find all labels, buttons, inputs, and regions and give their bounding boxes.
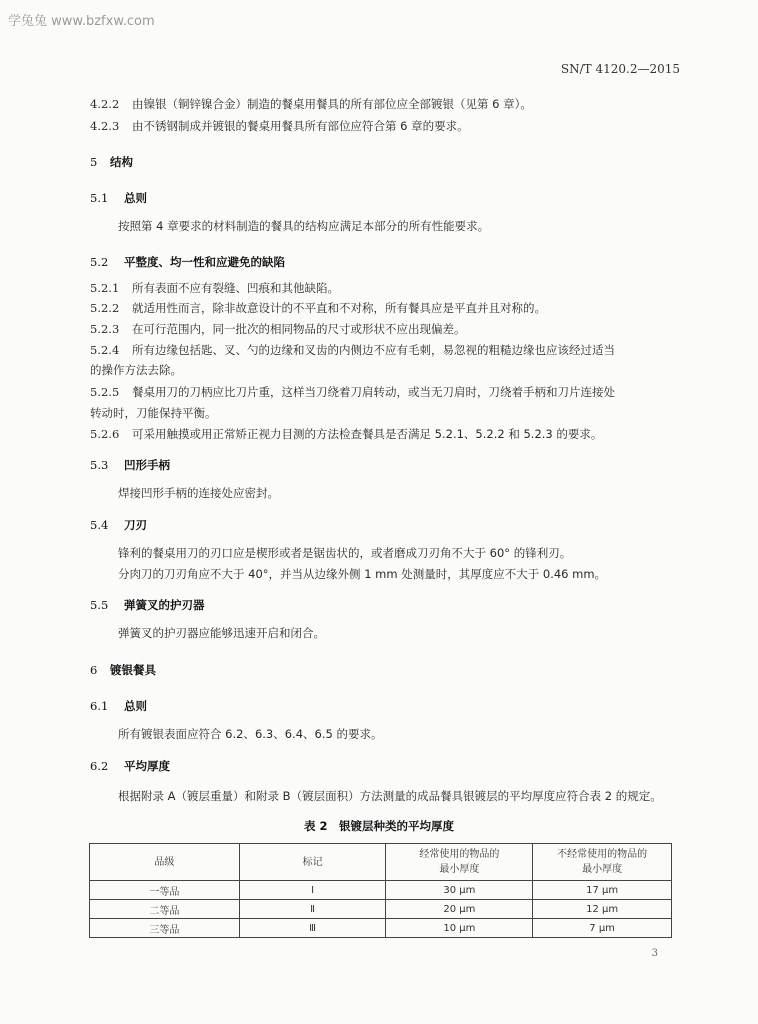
table-caption: 表 2 银镀层种类的平均厚度: [303, 819, 454, 833]
clause-text: 分肉刀的刀刃角应不大于 40°，并当从边缘外侧 1 mm 处测量时，其厚度应不大于 0.46 mm。: [118, 567, 607, 581]
clause-text: 总则: [124, 191, 147, 205]
clause-text: 转动时，刀能保持平衡。: [90, 406, 217, 420]
header-grade: 品级: [90, 844, 240, 881]
clause-line-c525b: [90, 405, 217, 422]
clause-line-p54b: [118, 566, 606, 583]
clause-line-c524b: [90, 362, 182, 379]
clause-text: 的操作方法去除。: [90, 363, 182, 377]
cell-mark: Ⅰ: [239, 881, 386, 900]
clause-text: 总则: [124, 699, 147, 713]
clause-text: 在可行范围内，同一批次的相同物品的尺寸或形状不应出现偏差。: [132, 322, 466, 336]
clause-number: 5.2.3: [90, 322, 120, 336]
clause-text: 按照第 4 章要求的材料制造的餐具的结构应满足本部分的所有性能要求。: [118, 219, 490, 233]
thickness-table: [89, 843, 672, 938]
section-heading-s5: [90, 154, 133, 170]
table-header-row: [90, 844, 672, 881]
clause-line-c526: [90, 426, 602, 443]
clause-number: 5.2.5: [90, 385, 120, 399]
clause-text: 结构: [110, 155, 133, 169]
header-mark: 标记: [239, 844, 386, 881]
clause-text: 根据附录 A（镀层重量）和附录 B（镀层面积）方法测量的成品餐具银镀层的平均厚度应符合表 2 的规定。: [118, 789, 662, 803]
clause-text: 可采用触摸或用正常矫正视力目测的方法检查餐具是否满足 5.2.1、5.2.2 和 5.2.3 的要求。: [132, 427, 603, 441]
cell-frequent: 30 μm: [386, 881, 533, 900]
clause-line-c521: [90, 280, 339, 297]
clause-text: 餐桌用刀的刀柄应比刀片重，这样当刀绕着刀肩转动，或当无刀肩时，刀绕着手柄和刀片连接处: [132, 385, 615, 399]
section-heading-s53: [90, 457, 170, 473]
section-heading-s51: [90, 190, 147, 206]
clause-number: 6: [90, 663, 98, 677]
section-heading-s52: [90, 254, 285, 270]
table-row: [90, 919, 672, 938]
clause-number: 5.2: [90, 255, 109, 269]
clause-text: 由不锈钢制成并镀银的餐桌用餐具所有部位应符合第 6 章的要求。: [132, 119, 469, 133]
section-heading-s55: [90, 597, 205, 613]
page-number: 3: [651, 948, 658, 959]
clause-line-p51: [118, 218, 489, 235]
clause-line-p53: [118, 485, 279, 502]
clause-text: 平均厚度: [124, 759, 170, 773]
clause-number: 5.5: [90, 598, 109, 612]
cell-grade: 二等品: [90, 900, 240, 919]
clause-text: 刀刃: [124, 518, 147, 532]
cell-grade: 三等品: [90, 919, 240, 938]
clause-line-p62: [118, 788, 662, 805]
clause-number: 5.1: [90, 191, 109, 205]
clause-number: 5.2.1: [90, 281, 120, 295]
header-infrequent-min-thickness: 不经常使用的物品的 最小厚度: [533, 844, 672, 881]
clause-text: 锋利的餐桌用刀的刃口应是楔形或者是锯齿状的，或者磨成刀刃角不大于 60° 的锋利刃。: [118, 546, 572, 560]
section-heading-s61: [90, 698, 147, 714]
cell-frequent: 20 μm: [386, 900, 533, 919]
clause-text: 就适用性而言，除非故意设计的不平直和不对称，所有餐具应是平直并且对称的。: [132, 301, 546, 315]
clause-number: 5.4: [90, 518, 109, 532]
clause-number: 5: [90, 155, 98, 169]
table-row: [90, 900, 672, 919]
clause-number: 6.2: [90, 759, 109, 773]
clause-number: 5.2.2: [90, 301, 120, 315]
cell-infrequent: 7 μm: [533, 919, 672, 938]
clause-line-c522: [90, 300, 546, 317]
clause-line-p54a: [118, 545, 571, 562]
section-heading-s6: [90, 662, 156, 678]
clause-number: 5.3: [90, 458, 109, 472]
clause-text: 弹簧叉的护刃器应能够迅速开启和闭合。: [118, 626, 325, 640]
cell-grade: 一等品: [90, 881, 240, 900]
clause-text: 平整度、均一性和应避免的缺陷: [124, 255, 285, 269]
clause-text: 所有边缘包括匙、叉、勺的边缘和叉齿的内侧边不应有毛刺，易忽视的粗糙边缘也应该经过适当: [132, 343, 615, 357]
cell-frequent: 10 μm: [386, 919, 533, 938]
clause-line-c423: [90, 118, 469, 135]
clause-number: 5.2.4: [90, 343, 120, 357]
clause-line-c523: [90, 321, 466, 338]
clause-line-c422: [90, 96, 532, 113]
clause-text: 所有表面不应有裂缝、凹痕和其他缺陷。: [132, 281, 339, 295]
clause-text: 由镍银（铜锌镍合金）制造的餐桌用餐具的所有部位应全部镀银（见第 6 章）。: [132, 97, 532, 111]
section-heading-s62: [90, 758, 170, 774]
section-heading-s54: [90, 517, 147, 533]
clause-number: 6.1: [90, 699, 109, 713]
standard-number: SN/T 4120.2—2015: [560, 62, 680, 76]
table-row: [90, 881, 672, 900]
clause-line-p61: [118, 726, 382, 743]
header-frequent-min-thickness: 经常使用的物品的 最小厚度: [386, 844, 533, 881]
cell-mark: Ⅱ: [239, 900, 386, 919]
clause-number: 5.2.6: [90, 427, 120, 441]
clause-number: 4.2.3: [90, 119, 120, 133]
clause-line-p55: [118, 625, 325, 642]
cell-mark: Ⅲ: [239, 919, 386, 938]
watermark: 学兔兔 www.bzfxw.com: [8, 14, 155, 29]
clause-line-c524a: [90, 342, 615, 359]
clause-number: 4.2.2: [90, 97, 120, 111]
cell-infrequent: 17 μm: [533, 881, 672, 900]
clause-text: 所有镀银表面应符合 6.2、6.3、6.4、6.5 的要求。: [118, 727, 383, 741]
clause-text: 凹形手柄: [124, 458, 170, 472]
clause-text: 焊接凹形手柄的连接处应密封。: [118, 486, 279, 500]
clause-text: 弹簧叉的护刃器: [124, 598, 205, 612]
clause-text: 镀银餐具: [110, 663, 156, 677]
cell-infrequent: 12 μm: [533, 900, 672, 919]
clause-line-c525a: [90, 384, 615, 401]
